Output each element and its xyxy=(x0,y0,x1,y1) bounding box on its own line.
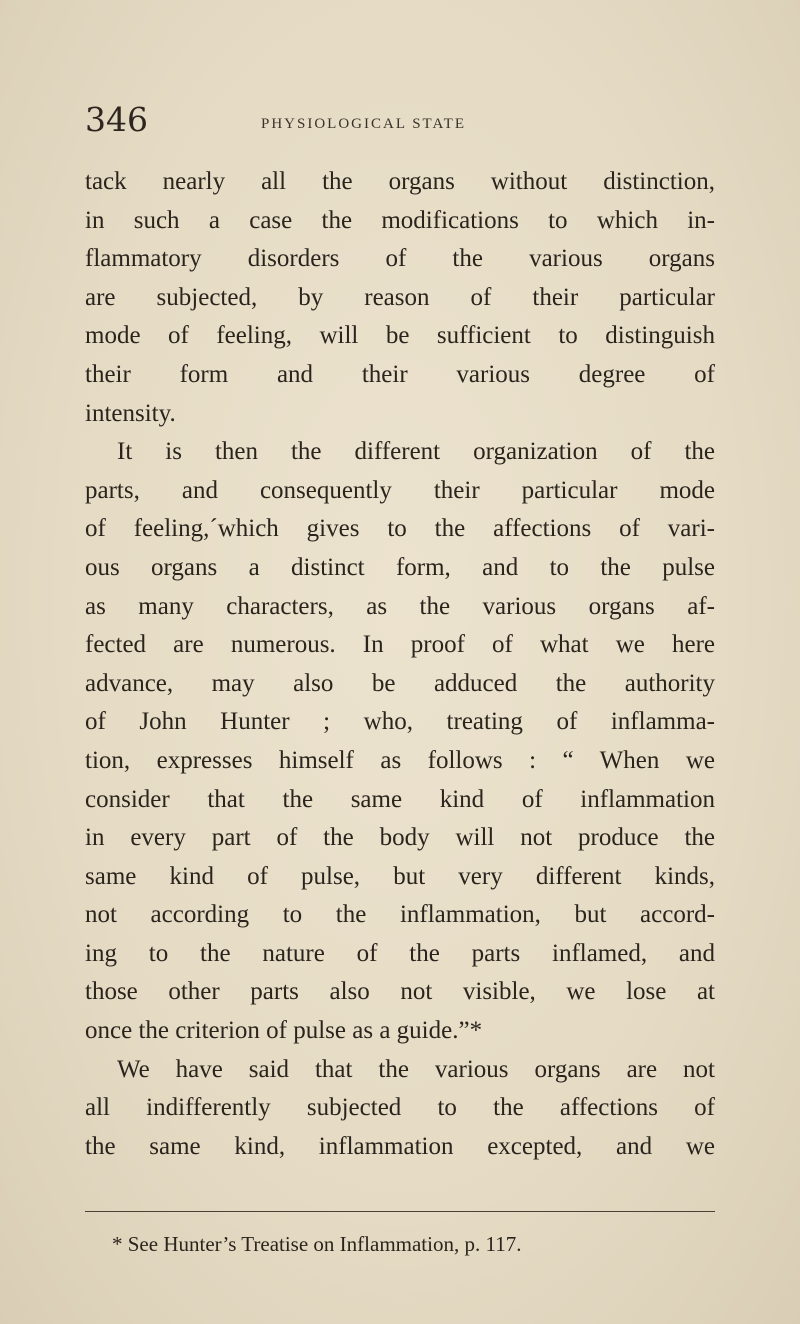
text-line: are subjected, by reason of their particular xyxy=(85,283,715,311)
text-line: in every part of the body will not produce the xyxy=(85,824,715,852)
text-line: ing to the nature of the parts inflamed, and xyxy=(85,939,715,967)
body-text xyxy=(85,163,715,1166)
footnote-rule xyxy=(85,1211,715,1212)
text-line: the same kind, inflammation excepted, and we xyxy=(85,1132,715,1160)
text-line: those other parts also not visible, we lose at xyxy=(85,978,715,1006)
page-header xyxy=(85,100,715,144)
text-line: ous organs a distinct form, and to the pulse xyxy=(85,553,715,581)
text-line: all indifferently subjected to the affections of xyxy=(85,1094,715,1122)
text-line: We have said that the various organs are not xyxy=(117,1055,715,1083)
text-line: tack nearly all the organs without distinction, xyxy=(85,168,715,195)
text-line: as many characters, as the various organs af- xyxy=(85,592,715,620)
text-line: same kind of pulse, but very different kinds, xyxy=(85,862,715,890)
text-line: their form and their various degree of xyxy=(85,360,715,388)
text-line: consider that the same kind of inflammation xyxy=(85,785,715,813)
text-line: advance, may also be adduced the authority xyxy=(85,669,715,697)
text-line: fected are numerous. In proof of what we here xyxy=(85,631,715,659)
text-line: not according to the inflammation, but accord- xyxy=(85,901,715,929)
footnote: * See Hunter’s Treatise on Inflammation, p. 117. xyxy=(112,1232,522,1256)
text-line: in such a case the modifications to which in- xyxy=(85,206,715,234)
text-line: mode of feeling, will be sufficient to distinguish xyxy=(85,322,715,350)
text-line: flammatory disorders of the various organs xyxy=(85,245,715,273)
page-number: 346 xyxy=(85,100,148,139)
text-line: of feeling,´which gives to the affections of vari- xyxy=(85,515,715,543)
text-line: once the criterion of pulse as a guide.”* xyxy=(85,1017,483,1045)
text-line: of John Hunter ; who, treating of inflamma- xyxy=(85,708,715,736)
text-line: tion, expresses himself as follows : “ When we xyxy=(85,746,715,774)
text-line: intensity. xyxy=(85,399,176,427)
text-line: It is then the different organization of the xyxy=(117,438,715,466)
text-line: parts, and consequently their particular mode xyxy=(85,476,715,504)
running-head: PHYSIOLOGICAL STATE xyxy=(261,116,466,132)
